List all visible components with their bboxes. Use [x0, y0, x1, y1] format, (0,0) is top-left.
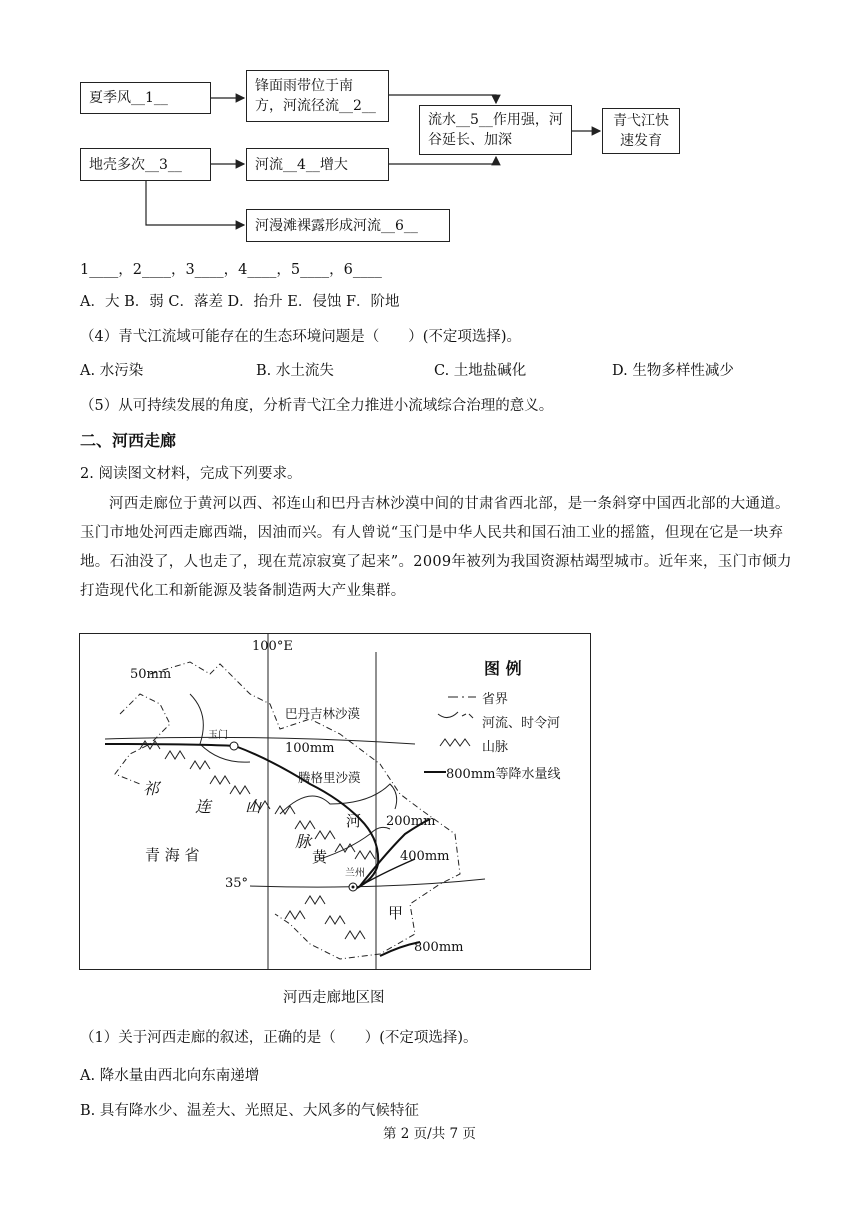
- flow-box-text: 青弋江快速发育: [613, 113, 669, 149]
- legend-mountain: 山脉: [482, 740, 509, 755]
- flow-box-text: 流水__5__作用强，河谷延长、加深: [428, 112, 563, 148]
- passage: 河西走廊位于黄河以西、祁连山和巴丹吉林沙漠中间的甘肃省西北部，是一条斜穿中国西北部的大通道。玉门市地处河西走廊西端，因油而兴。有人曾说“玉门是中华人民共和国石油工业的摇篮，但现在它是一块弃地。石油没了，人也走了，现在荒凉寂寞了起来”。2009年被列为我国资源枯竭型城市。近年来，玉门市倾力打造现代化工和新能源及装备制造两大产业集群。: [80, 496, 792, 599]
- map-province-qinghai: 青 海 省: [145, 846, 200, 864]
- section-heading: 二、河西走廊: [80, 431, 177, 450]
- map-iso-100: 100mm: [285, 741, 335, 756]
- map-qi: 祁: [143, 779, 160, 798]
- flow-box-text: 地壳多次__3__: [89, 156, 182, 173]
- map-city-lanzhou: 兰州: [345, 868, 365, 879]
- q1-option-a: A. 降水量由西北向东南递增: [80, 1068, 260, 1084]
- q3-options: A．大 B．弱 C．落差 D．抬升 E．侵蚀 F．阶地: [80, 294, 400, 310]
- q4-option-d: D. 生物多样性减少: [612, 363, 734, 379]
- map-jia: 甲: [388, 904, 404, 922]
- map-lat-label: 35°: [225, 876, 249, 891]
- map-city-yumen: 玉门: [208, 730, 228, 741]
- map-iso-800: 800mm: [414, 940, 464, 955]
- q2-intro: 2. 阅读图文材料，完成下列要求。: [80, 466, 302, 482]
- map-mai: 脉: [295, 832, 312, 851]
- q1-stem: （1）关于河西走廊的叙述，正确的是（ ）(不定项选择)。: [80, 1030, 478, 1046]
- legend-river: 河流、时令河: [482, 716, 561, 731]
- flow-box-text: 夏季风__1__: [89, 90, 168, 106]
- flow-box-text: 河流__4__增大: [255, 156, 348, 173]
- q4-option-c: C. 土地盐碱化: [434, 363, 527, 379]
- flow-arrows: [0, 0, 868, 260]
- legend-isohyet: 800mm等降水量线: [446, 767, 561, 782]
- map-he: 河: [346, 812, 362, 830]
- map-desert-badain: 巴丹吉林沙漠: [285, 706, 361, 721]
- map-iso-200: 200mm: [386, 814, 436, 829]
- map-graphics: [80, 634, 590, 969]
- legend-boundary: 省界: [482, 692, 509, 707]
- q1-option-b: B. 具有降水少、温差大、光照足、大风多的气候特征: [80, 1103, 419, 1119]
- map-lon-label: 100°E: [252, 639, 293, 654]
- q4-option-a: A. 水污染: [80, 363, 144, 379]
- map-desert-tengger: 腾格里沙漠: [298, 770, 361, 785]
- q3-blanks: 1____，2____，3____，4____，5____，6____: [80, 262, 382, 278]
- page-footer: 第 2 页/共 7 页: [383, 1126, 476, 1142]
- legend-title: 图 例: [484, 659, 522, 678]
- map-shan: 山: [245, 797, 262, 816]
- flow-box-text: 锋面雨带位于南方，河流径流__2__: [255, 78, 376, 114]
- map-lian: 连: [195, 797, 212, 816]
- flow-box-text: 河漫滩裸露形成河流__6__: [255, 217, 418, 234]
- map-huang: 黄: [312, 848, 328, 866]
- q4-stem: （4）青弋江流域可能存在的生态环境问题是（ ）(不定项选择)。: [80, 329, 522, 345]
- map-iso-400: 400mm: [400, 849, 450, 864]
- q5-stem: （5）从可持续发展的角度，分析青弋江全力推进小流域综合治理的意义。: [80, 398, 554, 414]
- map-iso-50: 50mm: [130, 667, 172, 682]
- q4-option-b: B. 水土流失: [256, 363, 334, 379]
- map-caption: 河西走廊地区图: [283, 990, 385, 1006]
- hexi-corridor-map: [79, 633, 591, 970]
